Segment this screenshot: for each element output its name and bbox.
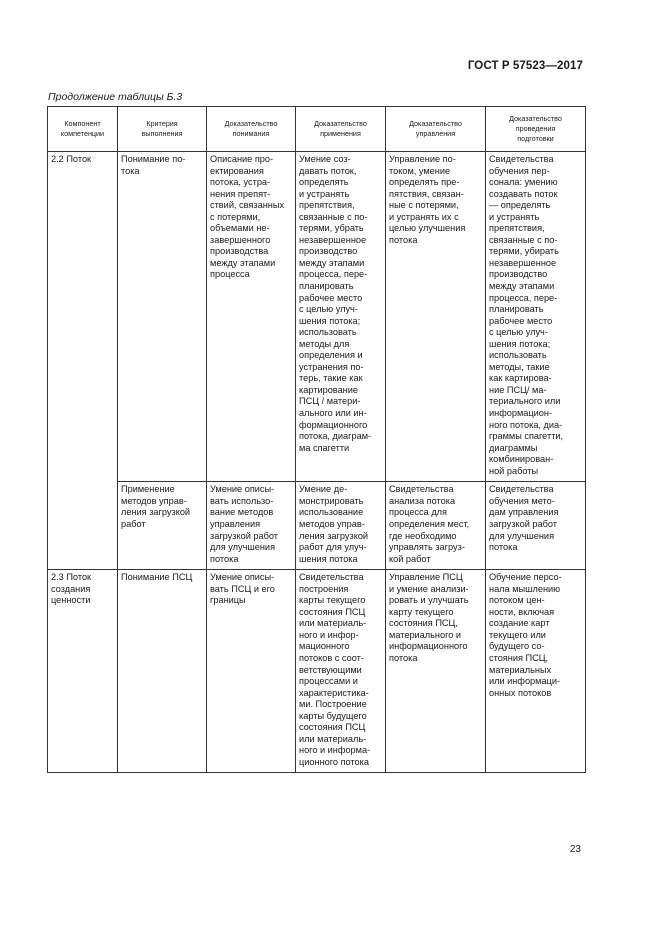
- table-row: [48, 482, 586, 570]
- understanding-cell: Умение описы- вать использо- вание методов управления загрузкой работ для улучшения потока: [207, 482, 296, 570]
- column-header-understanding: [207, 107, 296, 152]
- column-header-label: Доказательство проведения подготовки: [509, 114, 562, 143]
- column-header-label: Доказательство управления: [409, 119, 462, 138]
- column-header-label: Доказательство понимания: [224, 119, 278, 138]
- application-cell: Умение де- монстрировать использование методов управ- ления загрузкой работ для улуч- шения потока: [296, 482, 386, 570]
- understanding-cell: Описание про- ектирования потока, устра- нения препят- ствий, связанных с потерями, объемами не- завершенного производства между этапами процесса: [207, 152, 296, 482]
- management-cell: Управление ПСЦ и умение анализи- ровать и улучшать карту текущего состояния ПСЦ, материального и информационного потока: [386, 570, 486, 773]
- table-row: [48, 570, 586, 773]
- page-number: 23: [569, 844, 581, 855]
- column-header-management: [386, 107, 486, 152]
- column-header-criteria: [118, 107, 207, 152]
- column-header-application: [296, 107, 386, 152]
- component-cell: 2.3 Поток создания ценности: [48, 570, 118, 773]
- table-row: [48, 152, 586, 482]
- column-header-training: [486, 107, 586, 152]
- table-caption: Продолжение таблицы Б.3: [48, 91, 183, 103]
- column-header-component: [48, 107, 118, 152]
- application-cell: Свидетельства построения карты текущего состояния ПСЦ или материаль- ного и инфор- мационного потоков с соот- ветствующими процессами и характеристика- ми. Построение карты будущего состояния ПСЦ или материаль- ного и информа- ционного потока: [296, 570, 386, 773]
- column-header-label: Доказательство применения: [314, 119, 367, 138]
- table-header-row: [48, 107, 586, 152]
- competence-table: [47, 106, 586, 773]
- application-cell: Умение соз- давать поток, определять и устранять препятствия, связанные с по- терями, убрать незавершенное производство между этапами процесса, пере- планировать рабочее место с целью улуч- шения потока; использовать методы для определения и устранения по- терь, такие как картирование ПСЦ / матери- ального или ин- формационного потока, диаграм- ма спагетти: [296, 152, 386, 482]
- training-cell: Свидетельства обучения мето- дам управления загрузкой работ для улучшения потока: [486, 482, 586, 570]
- understanding-cell: Умение описы- вать ПСЦ и его границы: [207, 570, 296, 773]
- criteria-cell: Понимание по- тока: [118, 152, 207, 482]
- column-header-label: Компонент компетенции: [60, 119, 105, 138]
- management-cell: Управление по- током, умение определять пре- пятствия, связан- ные с потерями, и устранять их с целью улучшения потока: [386, 152, 486, 482]
- training-cell: Свидетельства обучения пер- сонала: умению создавать поток — определять и устранять препятствия, связанные с по- терями, убирать незавершенное производство между этапами процесса, пере- планировать рабочее место с целью улуч- шения потока; использовать методы, такие как картирова- ние ПСЦ/ ма- териального или информацион- ного потока, диа- граммы спагетти, диаграммы комбинирован- ной работы: [486, 152, 586, 482]
- criteria-cell: Применение методов управ- ления загрузкой работ: [118, 482, 207, 570]
- component-cell: 2.2 Поток: [48, 152, 118, 570]
- management-cell: Свидетельства анализа потока процесса для определения мест, где необходимо управлять загруз- кой работ: [386, 482, 486, 570]
- document-standard-id: ГОСТ Р 57523—2017: [467, 60, 583, 72]
- training-cell: Обучение персо- нала мышлению потоком цен- ности, включая создание карт текущего или будущего со- стояния ПСЦ, материальных или информаци- онных потоков: [486, 570, 586, 773]
- column-header-label: Критерия выполнения: [141, 119, 183, 138]
- criteria-cell: Понимание ПСЦ: [118, 570, 207, 773]
